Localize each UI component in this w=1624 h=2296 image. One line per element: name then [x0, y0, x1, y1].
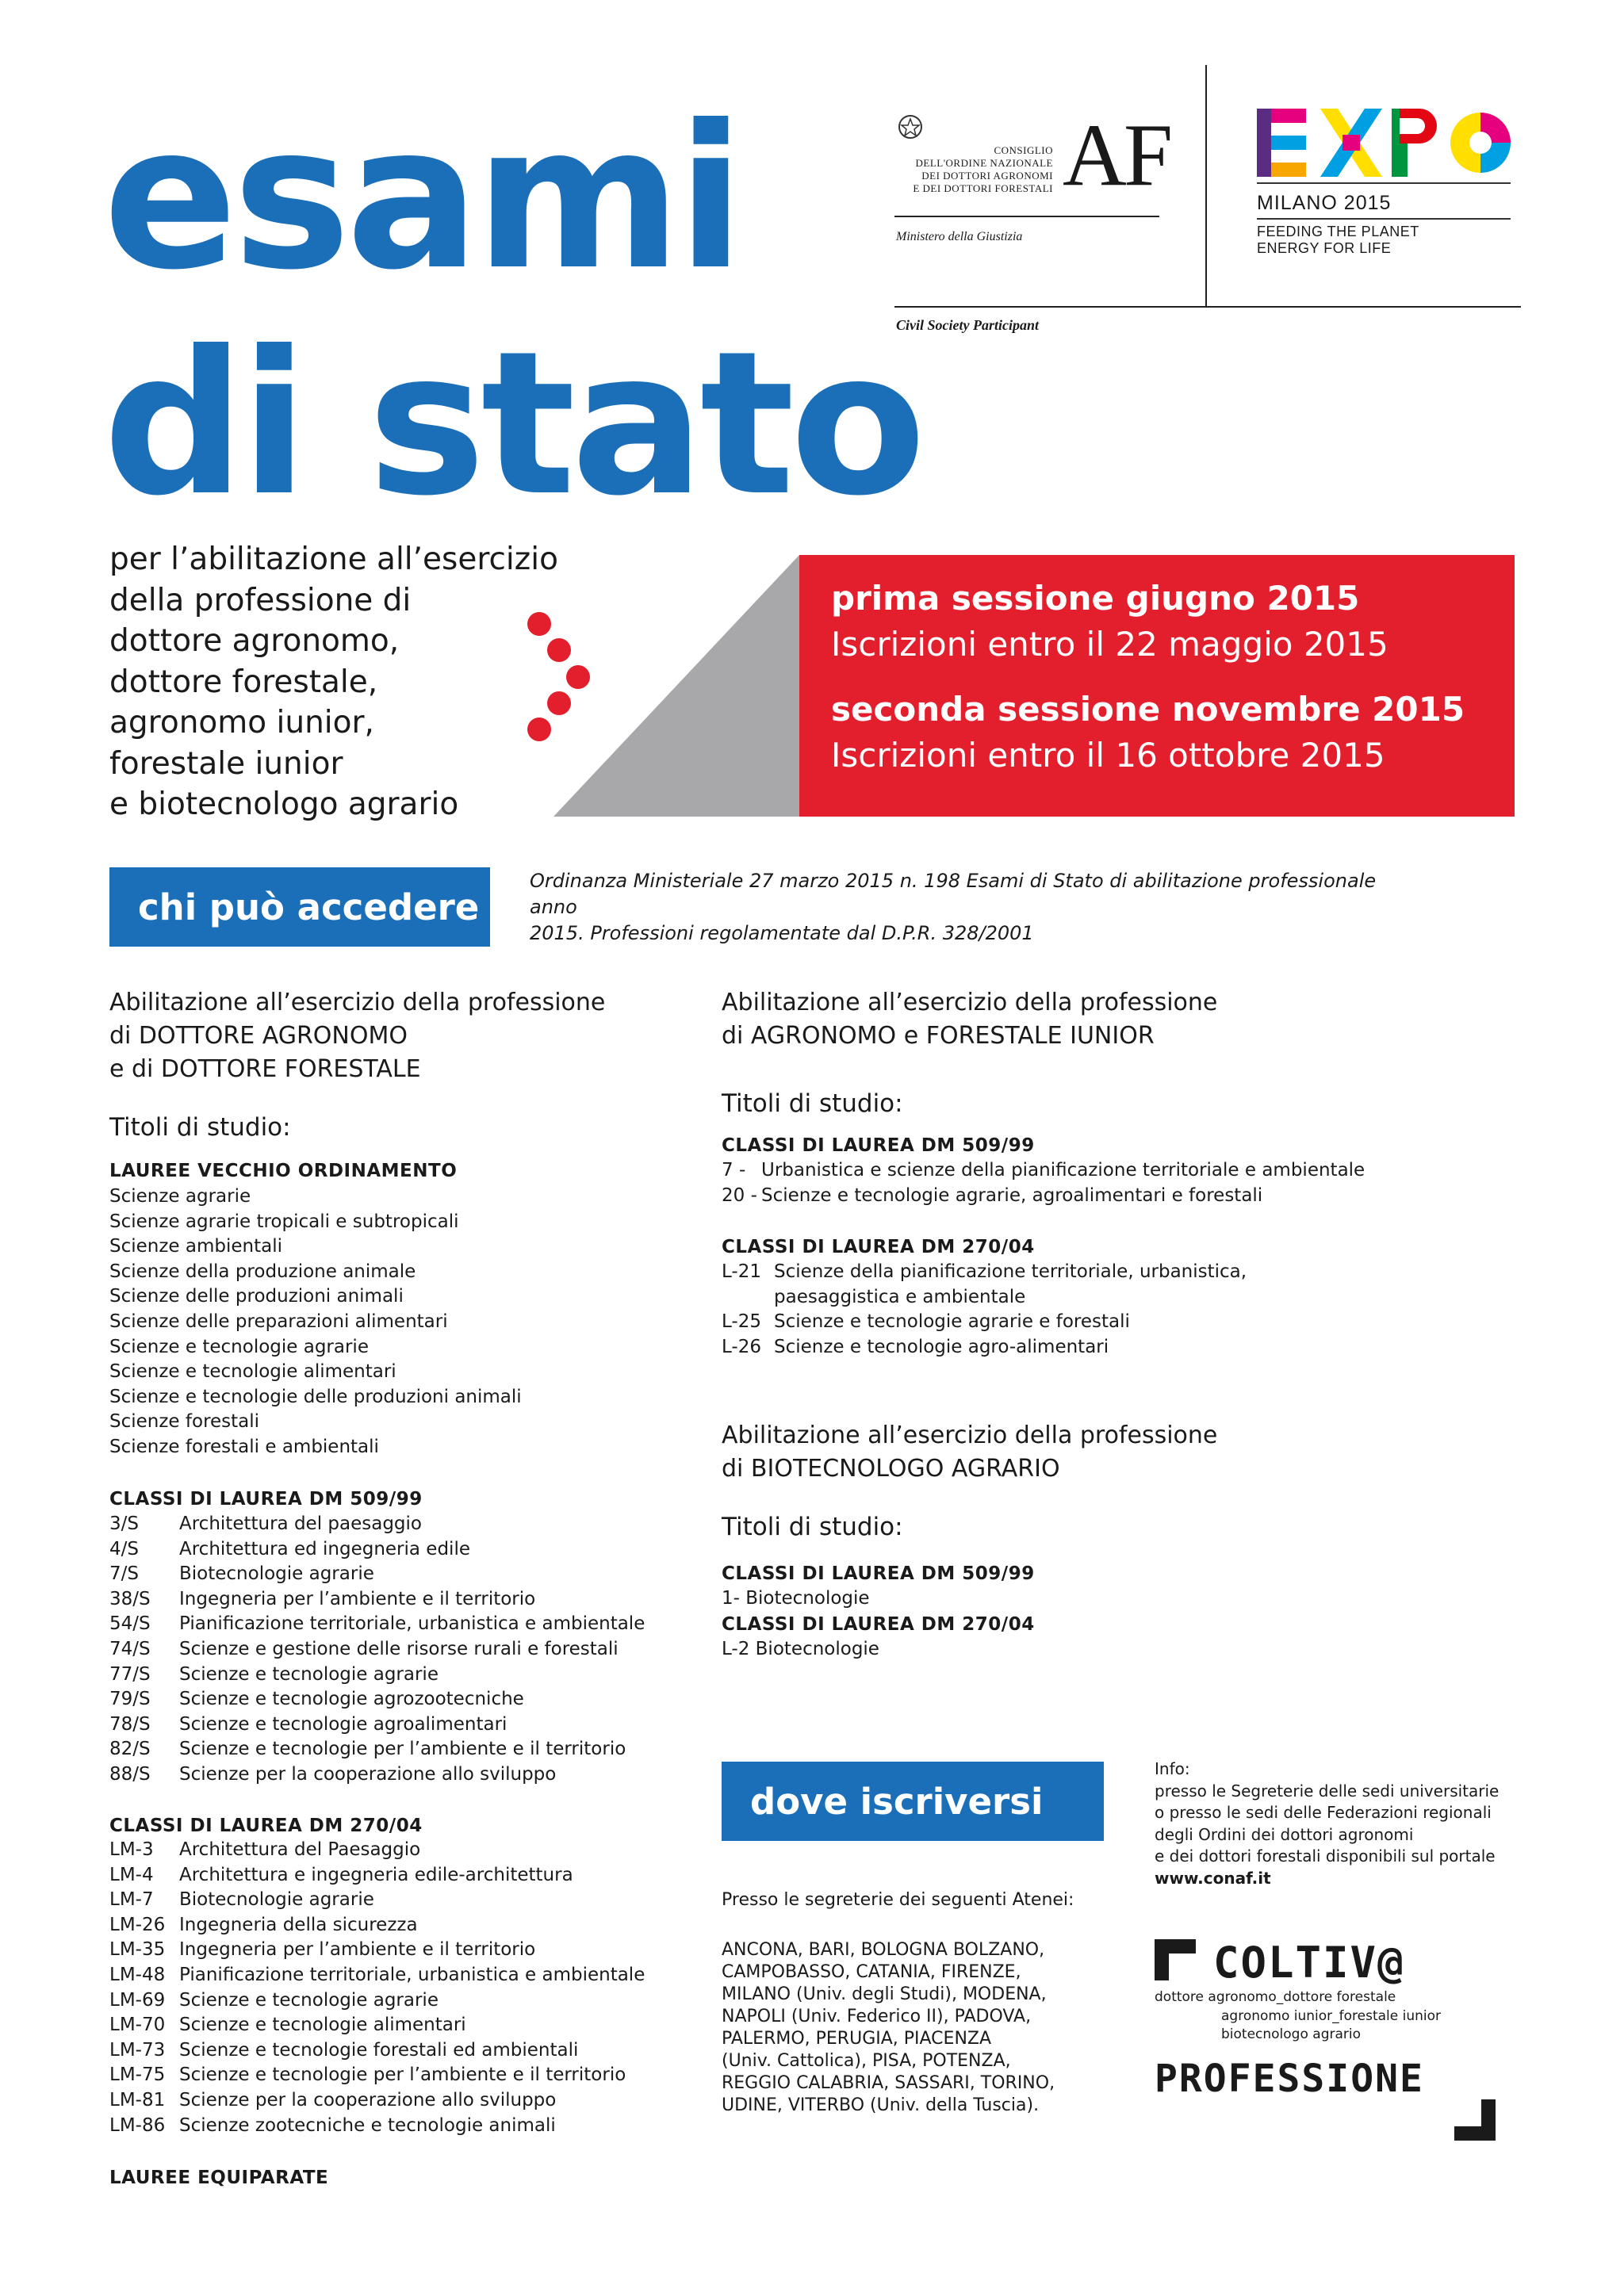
ministero-label: Ministero della Giustizia	[896, 230, 1023, 243]
title-esami: esami	[103, 82, 741, 313]
list-item: Scienze della produzione animale	[109, 1261, 416, 1282]
list-item: LM-73 Scienze e tecnologie forestali ed ambientali	[109, 2039, 579, 2061]
expo-divider-top	[1257, 182, 1511, 184]
second-session-deadline: Iscrizioni entro il 16 ottobre 2015	[831, 736, 1385, 775]
list-item: LM-48 Pianificazione territoriale, urbanistica e ambientale	[109, 1964, 645, 1985]
list-item: 20 - Scienze e tecnologie agrarie, agroalimentari e forestali	[722, 1184, 1263, 1206]
list-item: Scienze e tecnologie delle produzioni animali	[109, 1386, 522, 1407]
first-session-title: prima sessione giugno 2015	[831, 579, 1360, 618]
list-item: 79/S Scienze e tecnologie agrozootecniche	[109, 1689, 524, 1710]
list-item: LM-81 Scienze per la cooperazione allo sviluppo	[109, 2089, 557, 2110]
list-item: 54/S Pianificazione territoriale, urbanistica e ambientale	[109, 1613, 645, 1635]
chi-puo-accedere-header: chi può accedere	[109, 867, 490, 947]
info-block: Info: presso le Segreterie delle sedi universitarie o presso le sedi delle Federazioni regionali degli Ordini dei dottori agronomi e dei dottori forestali disponibili sul portale www.conaf.it	[1155, 1758, 1499, 1889]
list-item: LM-86 Scienze zootecniche e tecnologie animali	[109, 2114, 556, 2136]
presso-segreterie: Presso le segreterie dei seguenti Atenei:	[722, 1890, 1074, 1910]
list-item: LM-7 Biotecnologie agrarie	[109, 1889, 374, 1911]
list-item: Scienze agrarie	[109, 1186, 251, 1207]
list-item: Scienze e tecnologie alimentari	[109, 1361, 396, 1383]
atenei-list: ANCONA, BARI, BOLOGNA BOLZANO, CAMPOBASSO, CATANIA, FIRENZE, MILANO (Univ. degli Studi), MODENA, NAPOLI (Univ. Federico II), PADOVA, PALERMO, PERUGIA, PIACENZA (Univ. Cattolica), PISA, POTENZA, REGGIO CALABRIA, SASSARI, TORINO, UDINE, VITERBO (Univ. della Tuscia).	[722, 1940, 1055, 2115]
coltiva-sub-line: biotecnologo agrario	[1221, 2026, 1362, 2042]
coltiva-logo: COLTIV@	[1213, 1938, 1405, 1988]
list-item: 7/S Biotecnologie agrarie	[109, 1563, 374, 1585]
list-item: Scienze e tecnologie agrarie	[109, 1336, 369, 1357]
left-classi270-list	[109, 1838, 645, 2138]
list-item: 77/S Scienze e tecnologie agrarie	[109, 1663, 439, 1685]
first-session-deadline: Iscrizioni entro il 22 maggio 2015	[831, 625, 1388, 664]
list-item: 74/S Scienze e gestione delle risorse rurali e forestali	[109, 1638, 619, 1659]
right-classi270-list	[722, 1260, 1247, 1360]
title-di-stato: di stato	[103, 308, 921, 539]
ordinanza-note: Ordinanza Ministeriale 27 marzo 2015 n. 198 Esami di Stato di abilitazione professionale anno 2015. Professioni regolamentate dal D.P.R. 328/2001	[530, 870, 1377, 944]
lauree-equiparate-title: LAUREE EQUIPARATE	[109, 2168, 329, 2188]
subtitle: per l’abilitazione all’esercizio della professione di dottore agronomo, dottore forestale, agronomo iunior, forestale iunior e biotecnologo agrario	[109, 541, 558, 822]
right-titoli-heading: Titoli di studio:	[722, 1089, 903, 1118]
coltiva-sub-line: dottore agronomo_dottore forestale	[1155, 1989, 1396, 2005]
coltiva-sub-line: agronomo iunior_forestale iunior	[1221, 2008, 1442, 2024]
vertical-divider	[1205, 65, 1207, 308]
list-item: 3/S Architettura del paesaggio	[109, 1513, 422, 1534]
gray-triangle-decoration	[553, 555, 807, 817]
list-item: LM-3 Architettura del Paesaggio	[109, 1839, 421, 1860]
list-item: LM-75 Scienze e tecnologie per l’ambiente e il territorio	[109, 2064, 626, 2086]
list-item: Scienze ambientali	[109, 1236, 283, 1257]
bio-classi270-item: L-2 Biotecnologie	[722, 1639, 879, 1659]
conaf-link[interactable]: www.conaf.it	[1155, 1868, 1271, 1888]
second-session-title: seconda sessione novembre 2015	[831, 690, 1465, 729]
right-classi509-title: CLASSI DI LAUREA DM 509/99	[722, 1135, 1035, 1156]
list-item: LM-35 Ingegneria per l’ambiente e il territorio	[109, 1939, 536, 1961]
dove-iscriversi-header: dove iscriversi	[722, 1762, 1104, 1841]
list-item: 82/S Scienze e tecnologie per l’ambiente e il territorio	[109, 1739, 626, 1760]
red-dot-decoration	[527, 612, 551, 636]
list-item: L-26 Scienze e tecnologie agro-alimentari	[722, 1336, 1109, 1357]
bio-classi509-item: 1- Biotecnologie	[722, 1588, 870, 1609]
list-item: 38/S Ingegneria per l’ambiente e il territorio	[109, 1588, 536, 1609]
right-profession-heading: Abilitazione all’esercizio della professione di AGRONOMO e FORESTALE IUNIOR	[722, 989, 1218, 1050]
header-divider	[894, 216, 1159, 217]
list-item: Scienze agrarie tropicali e subtropicali	[109, 1211, 459, 1232]
left-profession-heading: Abilitazione all’esercizio della professione di DOTTORE AGRONOMO e di DOTTORE FORESTALE	[109, 989, 606, 1083]
list-item: LM-70 Scienze e tecnologie alimentari	[109, 2015, 466, 2036]
civil-society-label: Civil Society Participant	[896, 317, 1039, 333]
list-item: 88/S Scienze per la cooperazione allo sviluppo	[109, 1763, 557, 1785]
list-item: 7 - Urbanistica e scienze della pianificazione territoriale e ambientale	[722, 1160, 1365, 1181]
list-item: Scienze delle produzioni animali	[109, 1286, 404, 1307]
left-classi509-list	[109, 1512, 645, 1788]
left-titoli-heading: Titoli di studio:	[109, 1113, 291, 1142]
milano-label: MILANO 2015	[1257, 192, 1392, 214]
list-item: Scienze forestali e ambientali	[109, 1436, 379, 1457]
red-dot-decoration	[527, 718, 551, 741]
list-item: L-21 Scienze della pianificazione territoriale, urbanistica,	[722, 1261, 1247, 1282]
right-classi270-title: CLASSI DI LAUREA DM 270/04	[722, 1237, 1035, 1257]
list-item: LM-4 Architettura e ingegneria edile-architettura	[109, 1864, 573, 1885]
bio-classi270-title: CLASSI DI LAUREA DM 270/04	[722, 1614, 1035, 1635]
list-item: Scienze delle preparazioni alimentari	[109, 1311, 448, 1332]
right-classi509-list	[722, 1158, 1365, 1208]
list-item: LM-26 Ingegneria della sicurezza	[109, 1914, 418, 1935]
list-item: LM-69 Scienze e tecnologie agrarie	[109, 1989, 439, 2011]
list-item: Scienze forestali	[109, 1411, 260, 1433]
council-text: CONSIGLIO DELL'ORDINE NAZIONALE DEI DOTTORI AGRONOMI E DEI DOTTORI FORESTALI	[913, 144, 1053, 194]
header-bottom-divider	[894, 306, 1521, 308]
af-logo: AF	[1063, 106, 1170, 205]
vecchio-ordinamento-list	[109, 1184, 522, 1460]
list-item: 4/S Architettura ed ingegneria edile	[109, 1538, 470, 1559]
list-item: paesaggistica e ambientale	[774, 1286, 1026, 1307]
coltiva-corner-mark	[1155, 1939, 1196, 1980]
expo-logo	[1257, 107, 1511, 178]
professione-logo: PROFESSIONE	[1155, 2057, 1424, 2101]
bio-titoli-heading: Titoli di studio:	[722, 1513, 903, 1541]
expo-divider-bottom	[1257, 218, 1511, 220]
bio-classi509-title: CLASSI DI LAUREA DM 509/99	[722, 1563, 1035, 1584]
left-classi270-title: CLASSI DI LAUREA DM 270/04	[109, 1816, 423, 1836]
vecchio-ordinamento-title: LAUREE VECCHIO ORDINAMENTO	[109, 1161, 458, 1181]
professione-corner-mark	[1454, 2099, 1496, 2141]
list-item: L-25 Scienze e tecnologie agrarie e forestali	[722, 1311, 1130, 1333]
italian-emblem-icon	[896, 111, 925, 143]
list-item: 78/S Scienze e tecnologie agroalimentari	[109, 1713, 508, 1735]
bio-profession-heading: Abilitazione all’esercizio della professione di BIOTECNOLOGO AGRARIO	[722, 1422, 1218, 1483]
expo-tagline: FEEDING THE PLANET ENERGY FOR LIFE	[1257, 224, 1419, 256]
sessions-banner	[799, 555, 1515, 817]
left-classi509-title: CLASSI DI LAUREA DM 509/99	[109, 1489, 423, 1510]
